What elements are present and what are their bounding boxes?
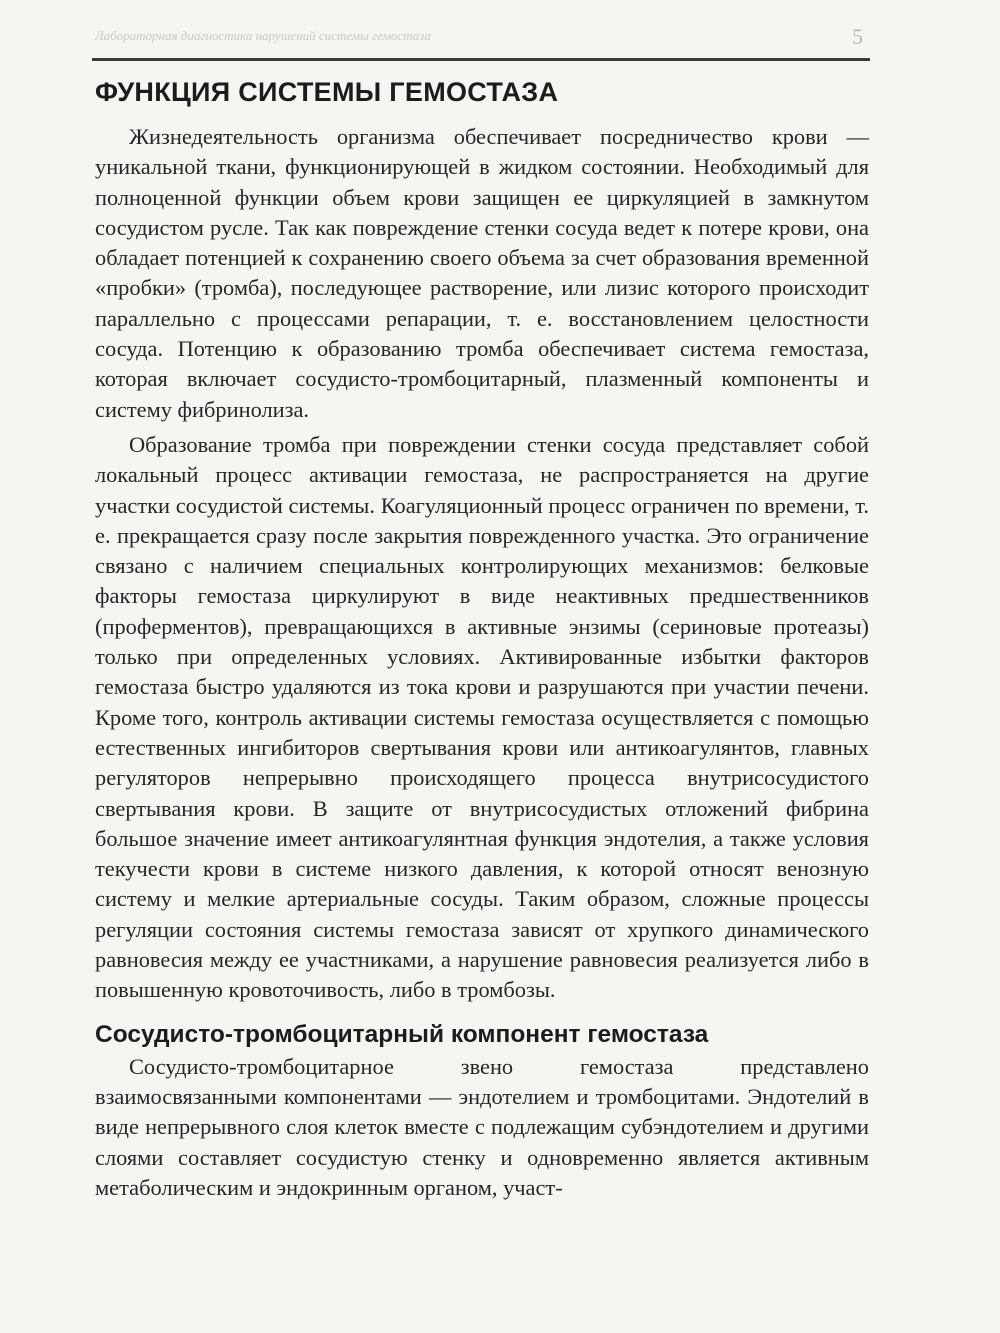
page-content <box>95 72 869 1208</box>
header-rule <box>92 58 870 61</box>
paragraph: Жизнедеятельность организма обеспечивает посредничество крови — уникальной ткани, функционирующей в жидком состоянии. Необходимый для полноценной функции объем крови защищен ее циркуляцией в замкнутом сосудистом русле. Так как повреждение стенки сосуда ведет к потере крови, она обладает потенцией к сохранению своего объема за счет образования временной «пробки» (тромба), последующее растворение, или лизис которого происходит параллельно с процессами репарации, т. е. восстановлением целостности сосуда. Потенцию к образованию тромба обеспечивает система гемостаза, которая включает сосудисто-тромбоцитарный, плазменный компоненты и систему фибринолиза. <box>95 124 869 422</box>
section-title: ФУНКЦИЯ СИСТЕМЫ ГЕМОСТАЗА <box>95 77 559 107</box>
subsection-title: Сосудисто-тромбоцитарный компонент гемостаза <box>95 1020 709 1048</box>
paragraph: Сосудисто-тромбоцитарное звено гемостаза представлено взаимосвязанными компонентами — эндотелием и тромбоцитами. Эндотелий в виде непрерывного слоя клеток вместе с подлежащим субэндотелием и другими слоями составляет сосудистую стенку и одновременно является активным метаболическим и эндокринным органом, участ- <box>95 1053 869 1200</box>
paragraph: Образование тромба при повреждении стенки сосуда представляет собой локальный процесс активации гемостаза, не распространяется на другие участки сосудистой системы. Коагуляционный процесс ограничен по времени, т. е. прекращается сразу после закрытия поврежденного участка. Это ограничение связано с наличием специальных контролирующих механизмов: белковые факторы гемостаза циркулируют в виде неактивных предшественников (проферментов), превращающихся в активные энзимы (сериновые протеазы) только при определенных условиях. Активированные избытки факторов гемостаза быстро удаляются из тока крови и разрушаются при участии печени. Кроме того, контроль активации системы гемостаза осуществляется с помощью естественных ингибиторов свертывания крови или антикоагулянтов, главных регуляторов непрерывно происходящего процесса внутрисосудистого свертывания крови. В защите от внутрисосудистых отложений фибрина большое значение имеет антикоагулянтная функция эндотелия, а также условия текучести крови в системе низкого давления, к которой относят венозную систему и мелкие артериальные сосуды. Таким образом, сложные процессы регуляции состояния системы гемостаза зависят от хрупкого динамического равновесия между ее участниками, а нарушение равновесия реализуется либо в повышенную кровоточивость, либо в тромбозы. <box>95 431 869 1003</box>
running-header: Лабораторная диагностика нарушений системы гемостаза <box>95 28 431 43</box>
page-number: 5 <box>852 24 863 49</box>
